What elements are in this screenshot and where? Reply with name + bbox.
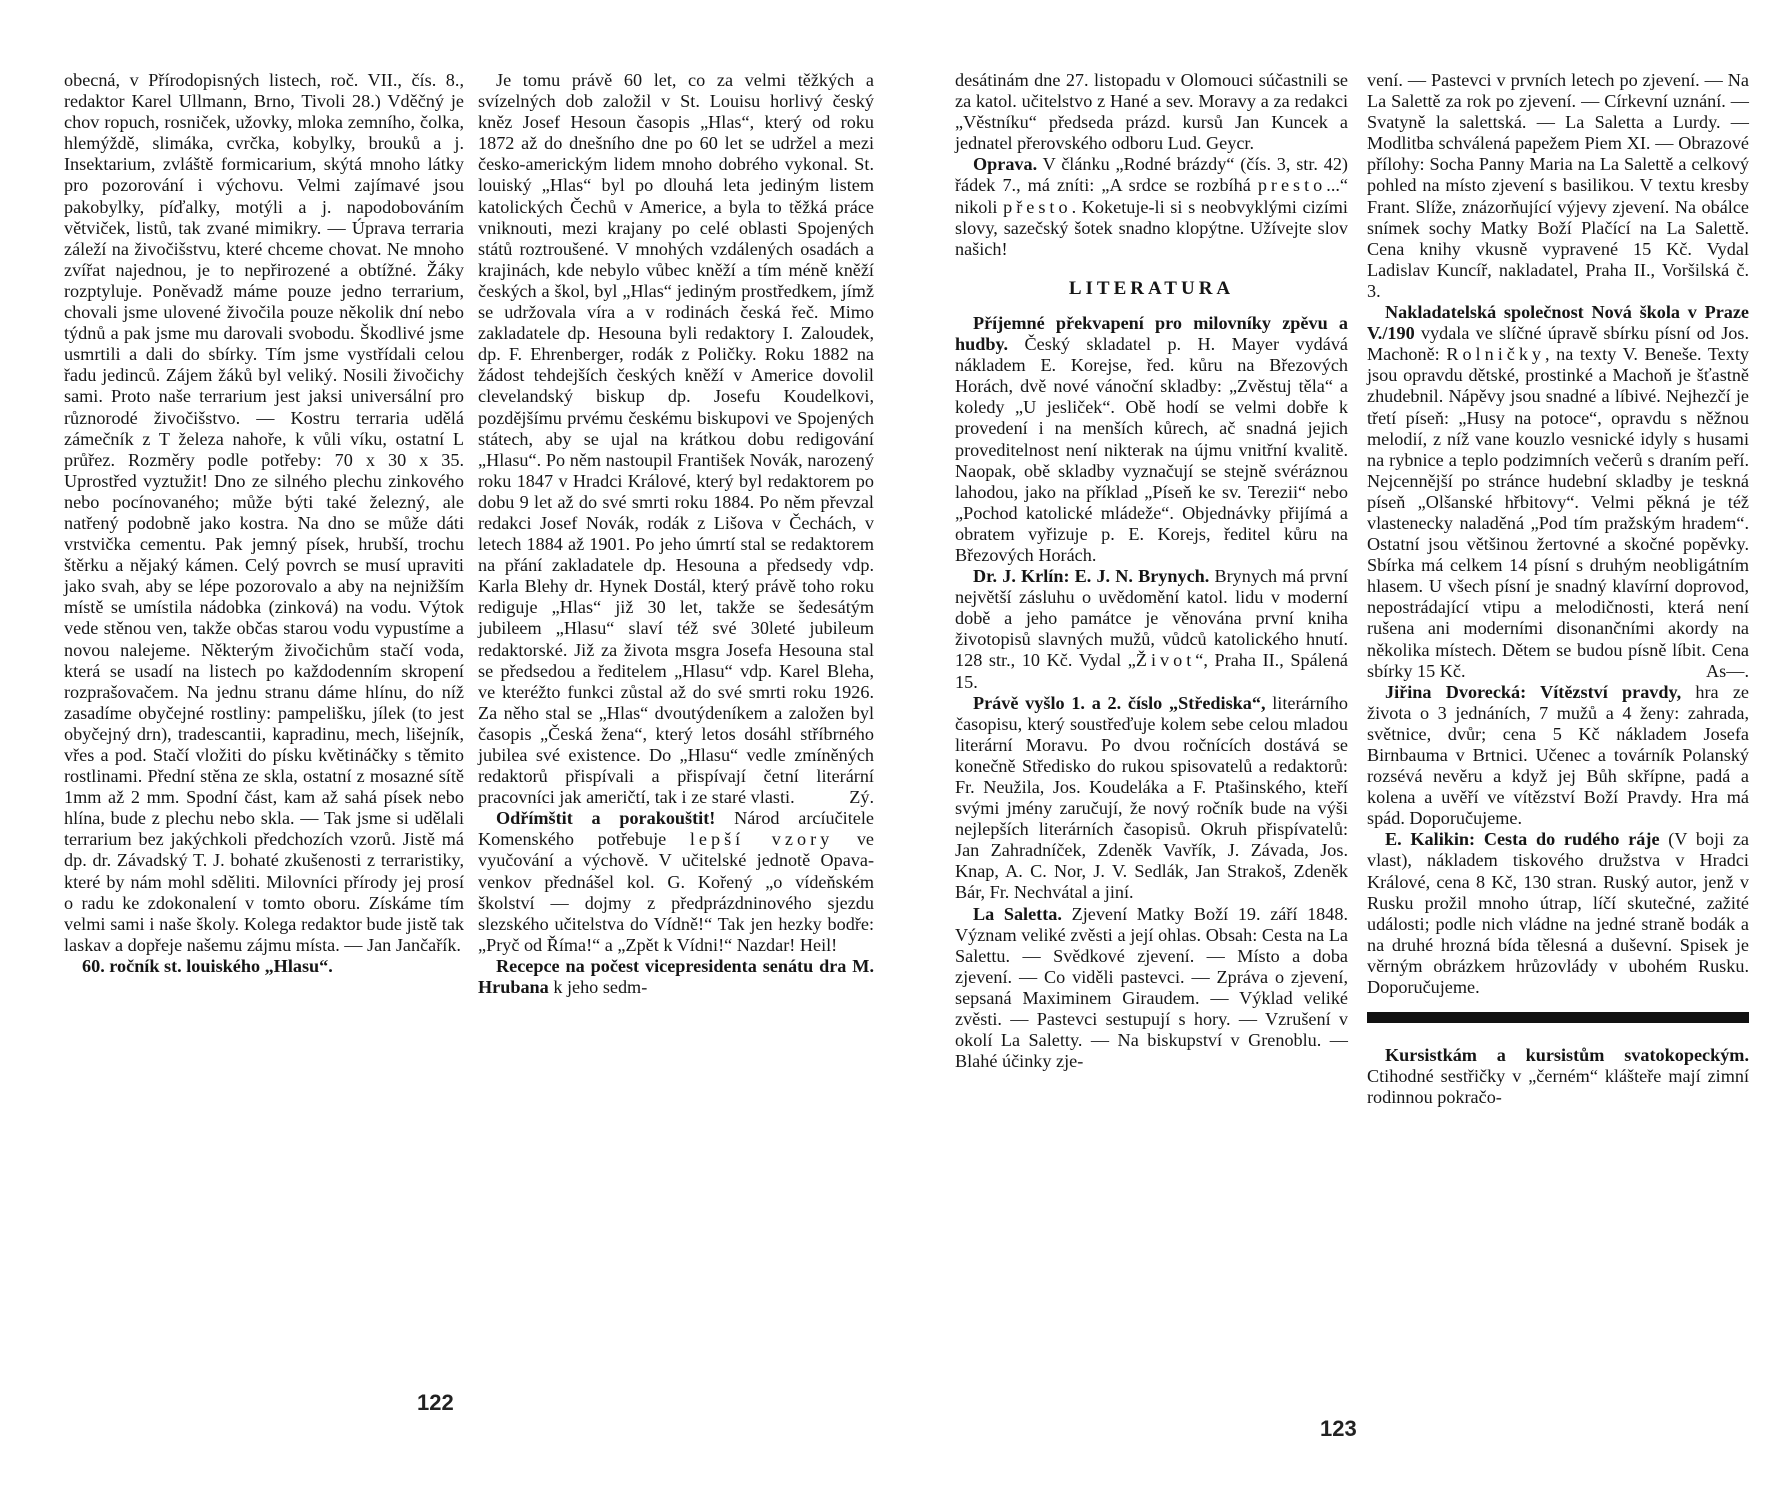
paragraph-la-saletta-cont: vení. — Pastevci v prvních letech po zjevení. — Na La Salettě za rok po zjevení. — Církevní uznání. — Svatyně la salettská. — La Saletta a Lurdy. — Modlitba schválená papežem Piem XI. — Obrazové přílohy: Socha Panny Maria na La Salettě a celkový pohled na místo zjevení s basilikou. V textu kresby Frant. Slíže, znázorňující výjevy zjevení. Na obálce snímek sochy Matky Boží Plačící na La Salettě. Cena knihy vkusně vypravené 15 Kč. Vydal Ladislav Kuncíř, nakladatel, Praha II., Voršilská č. 3. [1367,70,1749,301]
oprava-spaced-1: presto [1257,175,1327,196]
brynych-text-a: Brynych má první největší zásluhu o uvědomění katol. lidu v moderní době a jeho památce je věnována první kniha životopisů slavných mužů, vůdců katolického hnutí. 128 str., 10 Kč. Vydal „ [955,566,1349,671]
signature-zy: Zý. [849,787,874,808]
page-number-right: 123 [1320,1416,1357,1441]
vitezstvi-text: hra ze života o 3 jednáních, 7 mužů a 4 ženy: zahrada, světnice, dvůr; cena 5 Kč nákladem Josefa Birnbauma v Brtnici. Učenec a továrník Polanský rozsévá nevěru a když jej Bůh skřípne, padá a kolena a uvěří ve vítězství Boží Pravdy. Hra má spád. Doporučujeme. [1367,681,1749,829]
paragraph-stredisko [955,693,1348,904]
oprava-heading: Oprava. [973,154,1038,175]
paragraph-oprava [955,154,1348,259]
nova-skola-heading: Nakladatelská společnost Nová škola v Praze V./190 [1367,302,1749,344]
left-page-column-1 [64,70,464,977]
paragraph-nova-skola [1367,302,1749,682]
la-saletta-heading: La Saletta. [973,903,1062,924]
stredisko-text: literárního časopisu, který soustřeďuje kolem sebe celou mladou literární Moravu. Po dvou ročnících dostává se konečně Středisko do rukou spisovatelů a redaktorů: Fr. Neužila, Jos. Koudeláka a F. Ptašinského, kteří svými jmény zaručují, že nový ročník bude na výši nejlepších literárních časopisů. Okruh přispívatelů: Jan Zahradníček, Zdeněk Vavřík, J. Závada, Jos. Knap, A. C. Nor, J. V. Sedlák, Jan Strakoš, Zdeněk Bár, Fr. Nechvátal a jiní. [955,692,1348,903]
nova-skola-text-b: , na texty V. Beneše. Texty jsou opravdu dětské, prostinké a Machoň je šťastně zhudebnil. Nápěvy jsou snadné a líbivé. Nejhezčí je třetí píseň: „Husy na potoce“, opravdu s něžnou melodií, z níž vane kouzlo vesnické idyly s husami na rybnice a teplo podzimních večerů s draním peří. Nejcennější po stránce hudební skladby je teskná píseň „Olšanské hřbitovy“. Velmi pěkná je též vlastenecky naladěná „Pod tím pražským hradem“. Ostatní jsou většinou žertovné a skočné popěvky. Sbírka má celkem 14 písní s druhým neobligátním hlasem. U všech písní je snadný klavírní doprovod, nepostrádající vtipu a melodičnosti, která není rušena ani moderními disonančními akordy na několika místech. Dětem se budou písně líbit. Cena sbírky 15 Kč. [1367,344,1749,681]
paragraph-vitezstvi [1367,682,1749,830]
odrimstit-heading: Odřímštit a porakouštit! [496,808,716,829]
signature-as: As—. [1706,660,1749,681]
oprava-text-c: . Koketuje-li si s neobvyklými cizími slovy, sazečský šotek snadno klopýtne. Užívejte slov našich! [955,196,1348,259]
recepce-heading: Recepce na počest vicepresidenta senátu dra M. Hrubana [478,955,874,998]
prijemne-heading: Příjemné překvapení pro milovníky zpěvu a hudby. [955,312,1348,355]
kursistkam-text: Ctihodné sestřičky v „černém“ klášteře mají zimní rodinnou pokračo- [1367,1066,1749,1108]
brynych-heading: Dr. J. Krlín: E. J. N. Brynych. [973,566,1210,587]
brynych-text-b: “, Praha II., Spálená 15. [955,650,1348,692]
hlas-history-text: Je tomu právě 60 let, co za velmi těžkých a svízelných dob založil v St. Louisu horlivý český kněz Josef Hesoun časopis „Hlas“, který od roku 1872 až do dnešního dne po 60 let se udržel a mezi česko-americkým lidem mnoho dobrého vykonal. St. louiský „Hlas“ byl po dlouhá leta jediným listem katolických Čechů v Americe, a byla to těžká práce vniknouti, mezi krajany po celé oblasti Spojených států roztroušené. V mnohých vzdálených osadách a krajinách, kde nebylo vůbec kněží a tím méně kněží českých a škol, byl „Hlas“ jediným prostředkem, jímž se udržovala víra a v rodinách česká řeč. Mimo zakladatele dp. Hesouna byli redaktory I. Zaloudek, dp. F. Ehrenberger, rodák z Poličky. Roku 1882 na žádost tehdejších českých kněží v Americe dovolil clevelandský biskup dp. Josefu Koudelkovi, pozdějšímu prvému českému biskupovi ve Spojených státech, aby se ujal na krátkou dobu redigování „Hlasu“. Po něm nastoupil František Novák, narozený roku 1847 v Hradci Králové, který byl redaktorem po dobu 9 let až do své smrti roku 1884. Po něm převzal redakci Josef Novák, rodák z Lišova v Čechách, v letech 1884 až 1901. Po jeho úmrtí stal se redaktorem na přání zakladatele dp. Hesouna a předsedy vdp. Karla Blehy dr. Hynek Dostál, který právě toho roku rediguje „Hlas“ již 30 let, takže se šedesátým jubileem „Hlasu“ slaví též své 30leté jubileum redaktorské. Již za života msgra Josefa Hesouna stal se předsedou a ředitelem „Hlasu“ vdp. Karel Bleha, ve kteréžto funkci zůstal až do své smrti roku 1926. Za něho stal se „Hlas“ dvoutýdeníkem a založen byl časopis „Česká žena“, který letos dosáhl stříbrného jubilea své existence. Do „Hlasu“ vedle zmíněných redaktorů přispívali a přispívají četní literární pracovníci jak američtí, tak i ze staré vlasti. [478,70,874,808]
left-page-column-2 [478,70,874,998]
paragraph-hruban-cont: desátinám dne 27. listopadu v Olomouci súčastnili se za katol. učitelstvo z Hané a sev. Moravy a za redakci „Věstníku“ předseda prázd. kursů Jan Kuncek a jednatel přerovského odboru Lud. Geycr. [955,70,1348,154]
paragraph-prijemne [955,313,1348,566]
nova-skola-spaced: Rolničky [1446,344,1546,365]
hlas-article-heading: 60. ročník st. louiského „Hlasu“. [82,955,333,976]
kursistkam-heading: Kursistkám a kursistům svatokopeckým. [1385,1045,1749,1066]
oprava-text-a: V článku „Rodné brázdy“ (čís. 3, str. 42) řádek 7., má zníti: „A srdce se rozbíhá [955,154,1348,196]
paragraph-la-saletta [955,904,1348,1073]
recepce-text: k jeho sedm- [548,977,648,998]
odrimstit-text-a: Národ arcíučitele Komenského potřebuje [478,808,874,850]
paragraph-terrarium: obecná, v Přírodopisných listech, roč. VII., čís. 8., redaktor Karel Ullmann, Brno, Tivoli 28.) Vděčný je chov ropuch, rosniček, užovky, mloka zemního, čolka, hlemýždě, slimáka, cvrčka, kobylky, brouků a j. Insektarium, zvláště formicarium, skýtá mnoho látky pro pozorování i výchovu. Velmi zajímavé jsou pakobylky, píďalky, motýli a j. napodobováním větviček, listů, tak zvané mimikry. — Úprava terraria záleží na živočišstvu, které chceme chovat. Ne mnoho zvířat najednou, je to nepřirozené a obtížné. Žáky rozptyluje. Poněvadž máme pouze jedno terrarium, chovali jsme ulovené živočila pouze několik dní nebo týdnů a pak jsme mu darovali svobodu. Škodlivé jsme usmrtili a dali do sbírky. Tím jsme vystřídali celou řadu jedinců. Zájem žáků byl veliký. Nosili živočichy sami. Proto naše terrarium jest jaksi universální pro různorodé živočišstvo. — Kostru terraria udělá zámečník z T železa nahoře, k vůli víku, ostatní L průřez. Rozměry podle potřeby: 70 x 30 x 35. Uprostřed vyztužit! Dno ze silného plechu zinkového nebo pocínovaného; může býti také železný, ale natřený podobně jako kostra. Na dno se může dáti vrstvička cementu. Pak jemný písek, hrubší, trochu štěrku a nějaký kámen. Celý povrch se musí upraviti jako svah, aby se lépe pozorovalo a aby na nejnižším místě se umístila nádobka (zinková) na vodu. Výtok vede stěnou ven, takže občas starou vodu vypustíme a novou nalejeme. Některým živočichům stačí voda, která se usadí na listech po každodenním skropení rozprašovačem. Na jednu stranu dáme hlínu, do níž zasadíme obyčejné rostliny: pampelišku, jílek (to jest obyčejný drn), tradescantii, kapradinu, mech, lišejník, vřes a pod. Stačí vložiti do písku květináčky s těmito rostlinami. Přední stěna ze skla, ostatní z mosazné sítě 1mm až 2 mm. Spodní část, kam až sahá písek nebo hlína, bude z plechu nebo skla. — Tak jsme si udělali terrarium bez jakýchkoli předchozích vzorů. Jistě má dp. dr. Závadský T. J. bohaté zkušenosti z terraristiky, které by nám mohl sděliti. Milovníci přírody jej prosí o radu ke zdokonalení v tomto oboru. Získáme tím velmi sami i naše školy. Kolega redaktor bude jistě tak laskav a dopřeje našemu zájmu místa. — Jan Jančařík. [64,70,464,955]
prijemne-text: Český skladatel p. H. Mayer vydává nákladem E. Korejse, řed. kůru na Březových Horách, dvě nové vánoční skladby: „Zvěstuj těla“ a koledy „U jesliček“. Obě hodí se velmi dobře k provedení i na menších kůrech, ač snadná jejich proveditelnost není nikterak na újmu vnitřní kvalitě. Naopak, obě skladby vyznačují se stejně svéráznou lahodou, jako na příklad „Píseň ke sv. Terezii“ nebo „Pochod katolické mládeže“. Objednávky přijímá a obratem vyřizuje p. E. Korejs, ředitel kůru na Březových Horách. [955,334,1348,565]
right-page-column-1 [955,70,1348,1072]
kalikin-heading: E. Kalikin: Cesta do rudého ráje [1385,829,1660,850]
oprava-text-b: ...“ nikoli [955,175,1348,217]
paragraph-hlas-history [478,70,874,808]
stredisko-heading: Právě vyšlo 1. a 2. číslo „Střediska“, [973,692,1266,713]
paragraph-brynych [955,566,1348,693]
page-number-left: 122 [417,1390,454,1415]
nova-skola-text-a: vydala ve slíčné úpravě sbírku písní od Jos. Machoně: [1367,323,1749,365]
paragraph-kalikin [1367,829,1749,998]
paragraph-recepce [478,956,874,998]
oprava-spaced-2: přesto [1003,196,1072,217]
odrimstit-text-b: ve vyučování a výchově. V učitelské jednotě Opava-venkov přednášel kol. G. Kořený „o vídeňském školství — dojmy z předprázdninového sjezdu slezského učitelstva do Vídně!“ Tak jen hezky bodře: „Pryč od Říma!“ a „Zpět k Vídni!“ Nazdar! Heil! [478,829,875,955]
vitezstvi-heading: Jiřina Dvorecká: Vítězství pravdy, [1385,681,1682,702]
brynych-spaced: Život [1135,650,1196,671]
odrimstit-spaced: lepší vzory [689,829,834,850]
paragraph-kursistkam [1367,1045,1749,1108]
la-saletta-text: Zjevení Matky Boží 19. září 1848. Význam veliké zvěsti a její ohlas. Obsah: Cesta na La Salettu. — Svědkové zjevení. — Místo a doba zjevení. — Co viděli pastevci. — Zpráva o zjevení, sepsaná Maximinem Giraudem. — Výklad veliké zvěsti. — Pastevci sestupují s hory. — Vzrušení v okolí La Saletty. — Na biskupství v Grenoblu. — Blahé účinky zje- [955,903,1348,1072]
right-page-column-2 [1367,70,1749,1108]
kalikin-text: (V boji za vlast), nákladem tiskového družstva v Hradci Králové, cena 8 Kč, 130 stran. Ruský autor, jenž v Rusku prožil mnoho útrap, líčí skutečné, zažité události; podle nich vládne na jedné straně bodák a na druhé hrozná bída tělesná a duševní. Spisek je věrným obrázkem hrůzovlády v ubohém Rusku. Doporučujeme. [1367,829,1749,998]
section-heading-literatura: LITERATURA [1068,277,1235,299]
section-divider-rule [1367,1012,1749,1023]
paragraph-hlas-heading [64,956,464,977]
paragraph-odrimstit [478,808,874,956]
